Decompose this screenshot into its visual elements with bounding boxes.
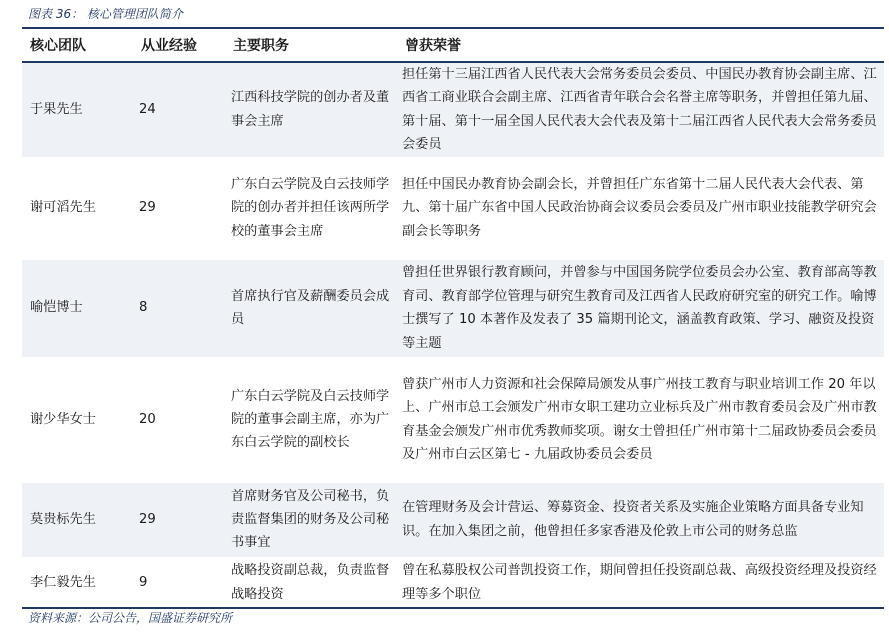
- member-name: 谢少华女士: [22, 358, 133, 482]
- member-experience: 20: [133, 358, 225, 482]
- member-experience: 29: [133, 482, 225, 558]
- header-team: 核心团队: [22, 28, 133, 62]
- table-row: [22, 358, 884, 482]
- member-experience: 29: [133, 158, 225, 259]
- management-team-table: [22, 27, 884, 609]
- member-position: 首席执行官及薪酬委员会成员: [225, 259, 397, 358]
- member-honors: 担任中国民办教育协会副会长，并曾担任广东省第十二届人民代表大会代表、第九、第十届广东省中国人民政治协商会议委员会委员及广州市职业技能教学研究会副会长等职务: [397, 158, 884, 259]
- member-honors: 在管理财务及会计营运、筹募资金、投资者关系及实施企业策略方面具备专业知识。在加入集团之前，他曾担任多家香港及伦敦上市公司的财务总监: [397, 482, 884, 558]
- member-name: 于果先生: [22, 62, 133, 158]
- table-row: [22, 259, 884, 358]
- member-name: 谢可滔先生: [22, 158, 133, 259]
- header-honors: 曾获荣誉: [397, 28, 884, 62]
- member-position: 江西科技学院的创办者及董事会主席: [225, 62, 397, 158]
- member-experience: 8: [133, 259, 225, 358]
- member-position: 广东白云学院及白云技师学院的创办者并担任该两所学校的董事会主席: [225, 158, 397, 259]
- source-note: 资料来源：公司公告，国盛证券研究所: [28, 611, 233, 625]
- member-honors: 曾担任世界银行教育顾问，并曾参与中国国务院学位委员会办公室、教育部高等教育司、教育部学位管理与研究生教育司及江西省人民政府研究室的研究工作。喻博士撰写了 10 本著作及发表了 35 篇期刊论文，涵盖教育政策、学习、融资及投资等主题: [397, 259, 884, 358]
- table-row: [22, 62, 884, 158]
- member-honors: 曾获广州市人力资源和社会保障局颁发从事广州技工教育与职业培训工作 20 年以上、广州市总工会颁发广州市女职工建功立业标兵及广州市教育委员会及广州市教育基金会颁发广州市优秀教师奖项。谢女士曾担任广州市第十二届政协委员会委员及广州市白云区第七 - 九届政协委员会委员: [397, 358, 884, 482]
- member-position: 首席财务官及公司秘书，负责监督集团的财务及公司秘书事宜: [225, 482, 397, 558]
- table-row: [22, 558, 884, 608]
- member-name: 莫贵标先生: [22, 482, 133, 558]
- member-name: 李仁毅先生: [22, 558, 133, 608]
- header-experience: 从业经验: [133, 28, 225, 62]
- table-row: [22, 482, 884, 558]
- figure-caption: 图表 36： 核心管理团队简介: [28, 7, 183, 21]
- header-position: 主要职务: [225, 28, 397, 62]
- member-position: 战略投资副总裁，负责监督战略投资: [225, 558, 397, 608]
- table-header-row: [22, 28, 884, 62]
- member-honors: 曾在私募股权公司普凯投资工作，期间曾担任投资副总裁、高级投资经理及投资经理等多个职位: [397, 558, 884, 608]
- member-position: 广东白云学院及白云技师学院的董事会副主席，亦为广东白云学院的副校长: [225, 358, 397, 482]
- member-experience: 9: [133, 558, 225, 608]
- member-name: 喻恺博士: [22, 259, 133, 358]
- member-experience: 24: [133, 62, 225, 158]
- table-row: [22, 158, 884, 259]
- member-honors: 担任第十三届江西省人民代表大会常务委员会委员、中国民办教育协会副主席、江西省工商业联合会副主席、江西省青年联合会名誉主席等职务，并曾担任第九届、第十届、第十一届全国人民代表大会代表及第十二届江西省人民代表大会常务委员会委员: [397, 62, 884, 158]
